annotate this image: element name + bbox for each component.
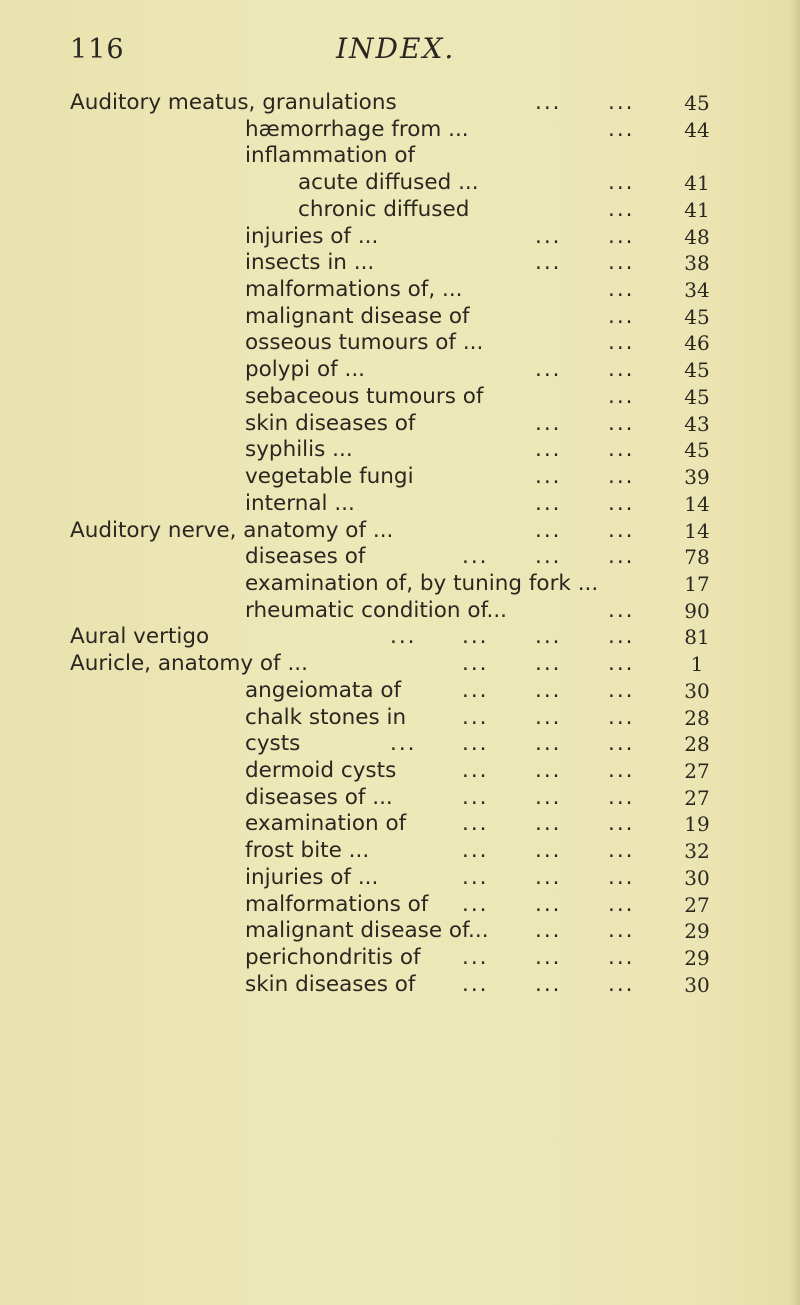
index-entry	[0, 197, 800, 224]
index-entry-page: 27	[684, 785, 710, 810]
index-entry-page: 19	[684, 812, 710, 837]
dot-leader: ...	[608, 544, 635, 570]
dot-leader: ...	[608, 196, 635, 222]
dot-leader: ...	[535, 90, 562, 115]
dot-leader: ...	[462, 971, 489, 997]
index-entry-term: hæmorrhage from ...	[245, 116, 469, 142]
dot-leader: ...	[535, 971, 562, 997]
index-entry-page: 27	[684, 892, 710, 917]
index-entry-page: 28	[684, 732, 710, 757]
index-entry-term: rheumatic condition of...	[245, 597, 508, 623]
index-entry-page: 45	[684, 384, 710, 409]
index-entry-page: 45	[684, 438, 710, 463]
index-entry-term: injuries of ...	[245, 864, 379, 890]
dot-leader: ...	[390, 731, 417, 757]
dot-leader: ...	[535, 784, 562, 810]
dot-leader: ...	[608, 303, 635, 329]
index-entry	[0, 90, 800, 117]
dot-leader: ...	[608, 330, 635, 356]
dot-leader: ...	[535, 357, 562, 383]
dot-leader: ...	[390, 624, 417, 650]
dot-leader: ...	[608, 277, 635, 303]
dot-leader: ...	[608, 784, 635, 810]
index-entry-term: insects in ...	[245, 250, 375, 276]
dot-leader: ...	[462, 784, 489, 810]
index-entry	[0, 811, 800, 838]
dot-leader: ...	[462, 891, 489, 917]
index-entry-term: angeiomata of	[245, 677, 402, 703]
dot-leader: ...	[535, 838, 562, 864]
dot-leader: ...	[608, 624, 635, 650]
dot-leader: ...	[535, 811, 562, 837]
index-entry-list	[0, 90, 800, 998]
index-entry-term: Auditory nerve, anatomy of ...	[70, 517, 394, 543]
index-entry-term: chronic diffused	[298, 196, 470, 222]
dot-leader: ...	[462, 731, 489, 757]
index-entry-page: 30	[684, 972, 710, 997]
index-entry	[0, 170, 800, 197]
index-entry-term: inflammation of	[245, 143, 416, 169]
index-entry-term: diseases of ...	[245, 784, 393, 810]
index-entry	[0, 918, 800, 945]
dot-leader: ...	[608, 971, 635, 997]
dot-leader: ...	[608, 383, 635, 409]
index-entry	[0, 651, 800, 678]
dot-leader: ...	[608, 918, 635, 944]
dot-leader: ...	[535, 464, 562, 490]
index-entry	[0, 972, 800, 999]
index-entry-page: 32	[684, 839, 710, 864]
index-entry	[0, 945, 800, 972]
index-entry-term: chalk stones in	[245, 704, 407, 730]
dot-leader: ...	[535, 651, 562, 677]
dot-leader: ...	[535, 731, 562, 757]
dot-leader: ...	[608, 651, 635, 677]
index-entry	[0, 277, 800, 304]
index-entry-term: internal ...	[245, 490, 355, 516]
dot-leader: ...	[535, 490, 562, 516]
index-entry	[0, 357, 800, 384]
index-entry-page: 43	[684, 411, 710, 436]
index-entry-term: injuries of ...	[245, 223, 379, 249]
index-entry-page: 45	[684, 304, 710, 329]
dot-leader: ...	[535, 223, 562, 249]
index-entry	[0, 250, 800, 277]
index-entry-term: osseous tumours of ...	[245, 330, 484, 356]
index-entry	[0, 758, 800, 785]
index-entry	[0, 544, 800, 571]
index-entry-term: malformations of, ...	[245, 277, 463, 303]
index-entry-page: 38	[684, 251, 710, 276]
running-title: INDEX.	[336, 32, 456, 65]
index-entry-term: acute diffused ...	[298, 170, 479, 196]
dot-leader: ...	[462, 651, 489, 677]
index-entry-term: vegetable fungi	[245, 464, 414, 490]
dot-leader: ...	[608, 464, 635, 490]
index-entry	[0, 838, 800, 865]
index-entry	[0, 117, 800, 144]
dot-leader: ...	[462, 811, 489, 837]
index-entry-term: diseases of	[245, 544, 366, 570]
dot-leader: ...	[462, 757, 489, 783]
dot-leader: ...	[535, 891, 562, 917]
index-entry-term: cysts	[245, 731, 301, 757]
page-number: 116	[70, 34, 125, 65]
dot-leader: ...	[535, 517, 562, 543]
index-entry-term: polypi of ...	[245, 357, 366, 383]
index-entry	[0, 678, 800, 705]
index-entry-term: dermoid cysts	[245, 757, 397, 783]
dot-leader: ...	[462, 624, 489, 650]
dot-leader: ...	[535, 544, 562, 570]
index-entry-term: Auricle, anatomy of ...	[70, 651, 308, 677]
page-header	[0, 30, 800, 70]
index-entry	[0, 411, 800, 438]
index-entry-term: syphilis ...	[245, 437, 353, 463]
index-entry	[0, 330, 800, 357]
dot-leader: ...	[608, 410, 635, 436]
dot-leader: ...	[608, 170, 635, 196]
dot-leader: ...	[608, 838, 635, 864]
dot-leader: ...	[535, 437, 562, 463]
dot-leader: ...	[462, 945, 489, 970]
index-entry-page: 45	[684, 91, 710, 115]
index-entry-page: 45	[684, 358, 710, 383]
index-entry-page: 39	[684, 465, 710, 490]
dot-leader: ...	[535, 864, 562, 890]
index-entry-term: frost bite ...	[245, 838, 370, 864]
index-entry-term: skin diseases of	[245, 971, 416, 997]
dot-leader: ...	[535, 250, 562, 276]
index-entry-term: skin diseases of	[245, 410, 416, 436]
dot-leader: ...	[608, 517, 635, 543]
index-entry-page: 29	[684, 919, 710, 944]
index-entry-page: 41	[684, 171, 710, 196]
index-entry	[0, 705, 800, 732]
index-entry	[0, 598, 800, 625]
index-entry-page: 29	[684, 946, 710, 970]
index-entry-page: 34	[684, 278, 710, 303]
dot-leader: ...	[535, 410, 562, 436]
index-entry	[0, 731, 800, 758]
dot-leader: ...	[608, 90, 635, 115]
index-entry-page: 46	[684, 331, 710, 356]
dot-leader: ...	[462, 704, 489, 730]
index-entry-page: 30	[684, 678, 710, 703]
index-entry-page: 44	[684, 117, 710, 142]
dot-leader: ...	[535, 757, 562, 783]
dot-leader: ...	[608, 811, 635, 837]
index-entry-page: 90	[684, 598, 710, 623]
dot-leader: ...	[608, 891, 635, 917]
index-entry-page: 14	[684, 491, 710, 516]
index-entry	[0, 785, 800, 812]
index-entry	[0, 464, 800, 491]
dot-leader: ...	[608, 116, 635, 142]
index-entry-page: 78	[684, 545, 710, 570]
dot-leader: ...	[608, 757, 635, 783]
dot-leader: ...	[608, 223, 635, 249]
index-entry	[0, 865, 800, 892]
dot-leader: ...	[608, 704, 635, 730]
index-entry-term: malignant disease of	[245, 303, 470, 329]
dot-leader: ...	[462, 677, 489, 703]
index-entry-page: 48	[684, 224, 710, 249]
index-entry	[0, 571, 800, 598]
dot-leader: ...	[535, 945, 562, 970]
dot-leader: ...	[535, 677, 562, 703]
index-entry-page: 30	[684, 865, 710, 890]
index-entry	[0, 304, 800, 331]
dot-leader: ...	[608, 437, 635, 463]
index-entry	[0, 491, 800, 518]
dot-leader: ...	[535, 918, 562, 944]
index-entry-term: malignant disease of...	[245, 918, 489, 944]
dot-leader: ...	[608, 357, 635, 383]
index-entry	[0, 892, 800, 919]
index-entry-page: 1	[690, 652, 704, 677]
dot-leader: ...	[608, 490, 635, 516]
index-entry-term: Aural vertigo	[70, 624, 210, 650]
dot-leader: ...	[462, 864, 489, 890]
index-entry	[0, 384, 800, 411]
dot-leader: ...	[608, 597, 635, 623]
index-entry	[0, 437, 800, 464]
index-entry-page: 28	[684, 705, 710, 730]
index-entry-term: examination of	[245, 811, 407, 837]
index-entry-page: 81	[684, 625, 710, 650]
dot-leader: ...	[462, 544, 489, 570]
index-entry	[0, 143, 800, 170]
index-entry-page: 41	[684, 197, 710, 222]
dot-leader: ...	[608, 864, 635, 890]
index-entry-page: 17	[684, 571, 710, 596]
index-entry-term: malformations of	[245, 891, 429, 917]
index-entry-term: examination of, by tuning fork ...	[245, 570, 599, 596]
index-entry-term: sebaceous tumours of	[245, 383, 484, 409]
dot-leader: ...	[608, 731, 635, 757]
index-entry-term: perichondritis of	[245, 945, 421, 970]
dot-leader: ...	[608, 250, 635, 276]
index-entry	[0, 224, 800, 251]
index-entry-page: 27	[684, 758, 710, 783]
dot-leader: ...	[535, 704, 562, 730]
index-entry-page: 14	[684, 518, 710, 543]
index-entry-term: Auditory meatus, granulations	[70, 90, 397, 115]
dot-leader: ...	[535, 624, 562, 650]
dot-leader: ...	[608, 677, 635, 703]
dot-leader: ...	[462, 838, 489, 864]
index-entry	[0, 624, 800, 651]
dot-leader: ...	[608, 945, 635, 970]
index-entry	[0, 518, 800, 545]
